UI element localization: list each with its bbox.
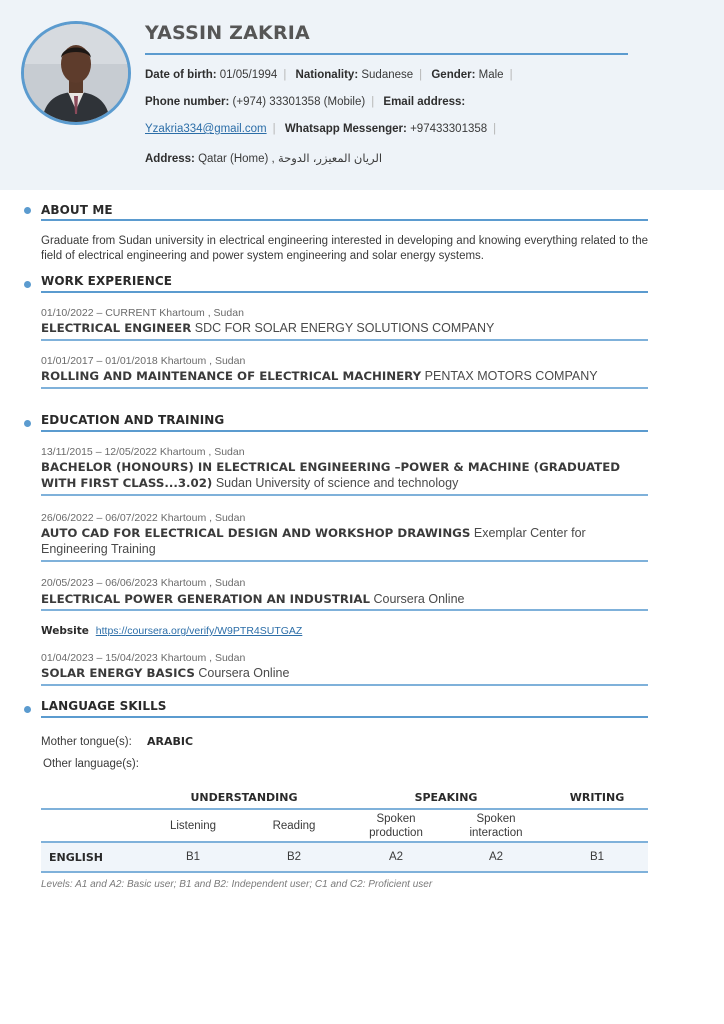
education-degree: BACHELOR (HONOURS) IN ELECTRICAL ENGINEERING –POWER & MACHINE (GRADUATED WITH FIRST CLASS...3.02)	[41, 460, 621, 490]
education-entry-title	[41, 591, 631, 607]
personal-info-line-1	[145, 69, 519, 81]
education-degree: SOLAR ENERGY BASICS	[41, 666, 195, 680]
table-bottom-divider	[41, 871, 648, 873]
section-bullet-icon	[24, 207, 31, 214]
about-text: Graduate from Sudan university in electrical engineering interested in developing and knowing everything related to the field of electrical engineering and power system engineering and solar energy systems.	[41, 235, 648, 262]
education-org: Sudan University of science and technology	[215, 476, 459, 490]
education-entry-title	[41, 525, 631, 557]
education-entry-title	[41, 665, 631, 681]
entry-divider	[41, 387, 648, 389]
personal-info-line-3	[145, 123, 502, 135]
personal-info-line-4	[145, 151, 382, 165]
entry-divider	[41, 560, 648, 562]
email-label: Email address:	[383, 96, 466, 108]
levels-note: Levels: A1 and A2: Basic user; B1 and B2: Independent user; C1 and C2: Proficient user	[41, 879, 433, 890]
website-label: Website	[41, 625, 89, 637]
entry-divider	[41, 609, 648, 611]
separator: |	[371, 96, 375, 108]
phone-value: (+974) 33301358 (Mobile)	[232, 96, 366, 108]
education-org: Coursera Online	[373, 592, 465, 606]
work-org: SDC FOR SOLAR ENERGY SOLUTIONS COMPANY	[194, 321, 495, 335]
whatsapp-value: +97433301358	[410, 123, 488, 135]
table-row	[41, 843, 648, 871]
work-entry-title	[41, 368, 631, 384]
education-section-divider	[41, 430, 648, 432]
separator: |	[493, 123, 497, 135]
nationality-value: Sudanese	[361, 69, 414, 81]
education-entry-meta: 13/11/2015 – 12/05/2022 Khartoum , Sudan	[41, 446, 245, 458]
separator: |	[419, 69, 423, 81]
separator: |	[509, 69, 513, 81]
entry-divider	[41, 339, 648, 341]
website-line	[41, 625, 302, 637]
language-name: ENGLISH	[49, 851, 103, 864]
table-header-divider	[41, 808, 648, 810]
separator: |	[283, 69, 287, 81]
separator: |	[272, 123, 276, 135]
entry-divider	[41, 684, 648, 686]
level-writing: B1	[589, 851, 605, 863]
section-bullet-icon	[24, 420, 31, 427]
level-reading: B2	[286, 851, 302, 863]
section-bullet-icon	[24, 706, 31, 713]
person-portrait-icon	[24, 24, 128, 122]
name-divider	[145, 53, 628, 55]
gender-label: Gender:	[431, 69, 476, 81]
level-spoken-production: A2	[388, 851, 404, 863]
table-header-speaking: SPEAKING	[414, 791, 478, 804]
education-degree: ELECTRICAL POWER GENERATION AN INDUSTRIAL	[41, 592, 370, 606]
education-org: Coursera Online	[198, 666, 290, 680]
address-value: Qatar (Home) , الريان المعيزر، الدوحة	[198, 153, 383, 165]
about-section-title: ABOUT ME	[41, 203, 113, 217]
website-link[interactable]: https://coursera.org/verify/W9PTR4SUTGAZ	[95, 625, 303, 637]
education-entry-meta: 26/06/2022 – 06/07/2022 Khartoum , Sudan	[41, 512, 246, 524]
language-section-divider	[41, 716, 648, 718]
work-entry-meta: 01/10/2022 – CURRENT Khartoum , Sudan	[41, 307, 244, 319]
profile-photo	[21, 21, 131, 125]
work-entry-meta: 01/01/2017 – 01/01/2018 Khartoum , Sudan	[41, 355, 246, 367]
mother-tongue-value: ARABIC	[146, 735, 194, 748]
nationality-label: Nationality:	[295, 69, 359, 81]
work-entry-title	[41, 320, 631, 336]
about-section-divider	[41, 219, 648, 221]
email-link[interactable]: Yzakria334@gmail.com	[145, 123, 267, 135]
table-subheader-spoken-interaction: Spoken interaction	[469, 813, 523, 839]
whatsapp-label: Whatsapp Messenger:	[284, 123, 407, 135]
mother-tongue-row	[41, 735, 193, 748]
work-section-divider	[41, 291, 648, 293]
education-entry-title	[41, 459, 631, 491]
table-subheader-reading: Reading	[272, 820, 316, 832]
table-subheader-listening: Listening	[169, 820, 217, 832]
profile-header	[0, 0, 724, 190]
table-header-understanding: UNDERSTANDING	[190, 791, 298, 804]
education-entry-meta: 20/05/2023 – 06/06/2023 Khartoum , Sudan	[41, 577, 246, 589]
dob-label: Date of birth:	[145, 69, 217, 81]
education-entry-meta: 01/04/2023 – 15/04/2023 Khartoum , Sudan	[41, 652, 246, 664]
other-language-label: Other language(s):	[43, 758, 139, 770]
education-org: Exemplar Center for Engineering Training	[41, 526, 586, 556]
personal-info-line-2	[145, 96, 465, 108]
level-spoken-interaction: A2	[488, 851, 504, 863]
address-label: Address:	[145, 153, 195, 165]
entry-divider	[41, 494, 648, 496]
dob-value: 01/05/1994	[219, 69, 278, 81]
education-section-title: EDUCATION AND TRAINING	[41, 413, 225, 427]
candidate-name: YASSIN ZAKRIA	[145, 22, 310, 44]
gender-value: Male	[478, 69, 504, 81]
mother-tongue-label: Mother tongue(s):	[41, 736, 132, 748]
table-header-writing: WRITING	[569, 791, 625, 804]
work-section-title: WORK EXPERIENCE	[41, 274, 173, 288]
level-listening: B1	[185, 851, 201, 863]
language-section-title: LANGUAGE SKILLS	[41, 699, 167, 713]
work-role: ELECTRICAL ENGINEER	[41, 321, 192, 335]
work-org: PENTAX MOTORS COMPANY	[424, 369, 598, 383]
section-bullet-icon	[24, 281, 31, 288]
phone-label: Phone number:	[145, 96, 230, 108]
work-role: ROLLING AND MAINTENANCE OF ELECTRICAL MACHINERY	[41, 369, 422, 383]
table-subheader-spoken-production: Spoken production	[369, 813, 423, 839]
education-degree: AUTO CAD FOR ELECTRICAL DESIGN AND WORKSHOP DRAWINGS	[41, 526, 471, 540]
